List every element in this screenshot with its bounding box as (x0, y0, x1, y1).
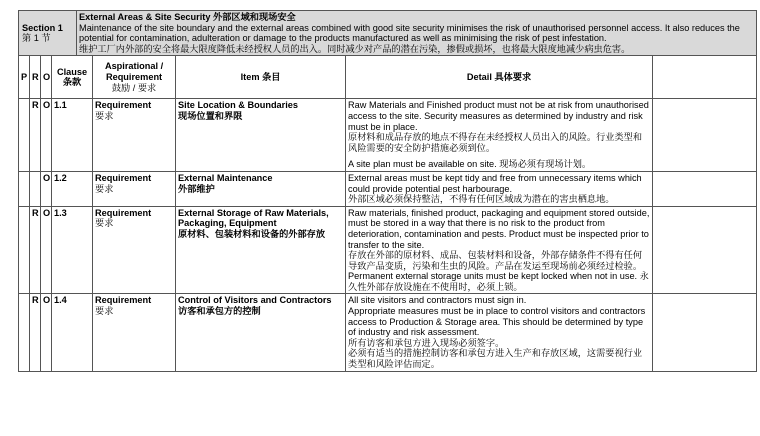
row-clause: 1.4 (52, 294, 93, 371)
detail-line: Appropriate measures must be in place to control visitors and contractors access to Production & Storage area. This should be determined by type of industry and risk assessment. (348, 306, 646, 338)
detail-line: 存放在外部的原材料、成品、包装材料和设备，外部存储条件不得有任何导致产品变质，污染和生虫的风险。产品在发运至现场前必须经过检验。 (348, 250, 643, 271)
table-row (19, 294, 757, 371)
detail-line: 外部区域必须保持整洁，不得有任何区域成为潜在的害虫栖息地。 (348, 194, 615, 205)
row-item (176, 99, 346, 172)
section-intro-zh: 维护工厂内外部的安全将最大限度降低未经授权人员的出入。同时减少对产品的潜在污染，掺假或损坏，也将最大限度地减少病虫危害。 (79, 43, 631, 54)
header-blank (653, 56, 757, 99)
header-aspirational (93, 56, 176, 99)
section-title: External Areas & Site Security 外部区域和现场安全 (79, 12, 296, 22)
row-blank (653, 206, 757, 294)
row-type (93, 171, 176, 206)
detail-line: Permanent external storage units must be kept locked when not in use. 永久性外部存放设施在不使用时，必须上锁。 (348, 271, 649, 292)
row-p (19, 171, 30, 206)
row-detail (346, 206, 653, 294)
row-item (176, 171, 346, 206)
detail-line: 所有访客和承包方进入现场必须签字。 (348, 337, 505, 348)
row-o: O (41, 206, 52, 294)
row-type-zh: 要求 (95, 218, 114, 229)
row-type-zh: 要求 (95, 306, 114, 317)
row-item-zh: 原材料、包装材料和设备的外部存放 (178, 228, 326, 239)
row-type (93, 99, 176, 172)
requirements-table (18, 10, 757, 372)
row-type-en: Requirement (95, 207, 152, 218)
row-clause: 1.2 (52, 171, 93, 206)
section-label-zh: 第 1 节 (22, 33, 51, 44)
row-o: O (41, 99, 52, 172)
row-type-zh: 要求 (95, 183, 114, 194)
header-asp-line1: Aspirational / (104, 61, 164, 72)
row-clause: 1.3 (52, 206, 93, 294)
row-p (19, 294, 30, 371)
row-item-zh: 外部维护 (178, 183, 215, 194)
row-type (93, 294, 176, 371)
row-r: R (30, 99, 41, 172)
row-detail (346, 171, 653, 206)
row-item-en: External Maintenance (178, 172, 273, 183)
row-detail (346, 294, 653, 371)
row-blank (653, 99, 757, 172)
row-type-zh: 要求 (95, 110, 114, 121)
row-p (19, 206, 30, 294)
row-item-en: Site Location & Boundaries (178, 100, 299, 111)
row-p (19, 99, 30, 172)
section-intro-en: Maintenance of the site boundary and the external areas combined with good site security minimises the risk of unauthorised personnel access. It also reduces the potential for contamination, adulteration or damage to the products manufactured as well as minimising the risk of pest infestation. (79, 22, 740, 44)
header-item: Item 条目 (176, 56, 346, 99)
row-item (176, 294, 346, 371)
row-detail (346, 99, 653, 172)
header-clause-zh: 条款 (62, 77, 82, 88)
section-label-cell (19, 11, 77, 56)
header-o: O (41, 56, 52, 99)
header-asp-zh: 鼓励 / 要求 (111, 82, 157, 93)
row-r: R (30, 294, 41, 371)
header-detail: Detail 具体要求 (346, 56, 653, 99)
header-asp-line2: Requirement (105, 72, 163, 83)
header-clause-en: Clause (56, 66, 88, 77)
table-row (19, 171, 757, 206)
row-item-zh: 现场位置和界限 (178, 110, 243, 121)
row-type (93, 206, 176, 294)
detail-line: 原材料和成品存放的地点不得存在未经授权人员出入的风险。行业类型和风险需要的安全防护措施必须到位。 (348, 132, 643, 153)
row-item (176, 206, 346, 294)
row-o: O (41, 171, 52, 206)
header-clause (52, 56, 93, 99)
row-r: R (30, 206, 41, 294)
table-row (19, 206, 757, 294)
detail-line: Raw Materials and Finished product must not be at risk from unauthorised access to the site. Security measures as determined by industry and risk must be in place. (348, 100, 649, 132)
header-p: P (19, 56, 30, 99)
detail-line: External areas must be kept tidy and free from unnecessary items which could provide potential pest harbourage. (348, 172, 642, 194)
section-header-row (19, 11, 757, 56)
section-label-en: Section 1 (22, 22, 63, 33)
row-type-en: Requirement (95, 172, 152, 183)
row-item-en: External Storage of Raw Materials, Packaging, Equipment (178, 207, 329, 229)
row-blank (653, 294, 757, 371)
row-type-en: Requirement (95, 295, 152, 306)
detail-line: 必须有适当的措施控制访客和承包方进入生产和存放区域，这需要视行业类型和风险评估而定。 (348, 348, 643, 370)
column-header-row (19, 56, 757, 99)
section-intro-cell (77, 11, 757, 56)
detail-line: A site plan must be available on site. 现场必须有现场计划。 (348, 159, 592, 170)
row-item-en: Control of Visitors and Contractors (178, 295, 332, 306)
row-r (30, 171, 41, 206)
header-r: R (30, 56, 41, 99)
row-type-en: Requirement (95, 100, 152, 111)
detail-line: All site visitors and contractors must sign in. (348, 295, 527, 306)
row-clause: 1.1 (52, 99, 93, 172)
requirements-sheet (18, 10, 756, 372)
row-o: O (41, 294, 52, 371)
row-item-zh: 访客和承包方的控制 (178, 306, 261, 317)
detail-line: Raw materials, finished product, packaging and equipment stored outside, must be stored in a way that there is no risk to the product from deterioration, contamination and pests. Product must be inspected prior to transfer to the site. (348, 207, 650, 250)
row-blank (653, 171, 757, 206)
table-row (19, 99, 757, 172)
